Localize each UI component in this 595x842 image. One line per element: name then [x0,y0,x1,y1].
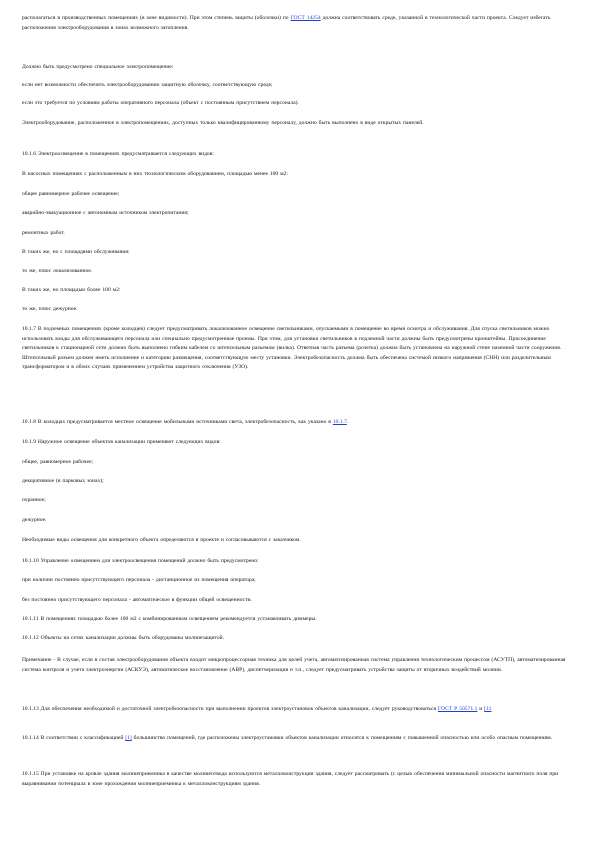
text: и [477,706,485,712]
paragraph: Должно быть предусмотрено специальное электропомещение: [22,64,174,70]
list-item: при наличии постоянно присутствующего персонала - дистанционное из помещения оператора; [22,577,256,583]
gost-14254-link[interactable]: ГОСТ 14254 [290,15,321,21]
list-item: общее, равномерное рабочее; [22,459,93,465]
paragraph: В таких же, но с площадями обслуживания: [22,249,130,255]
paragraph: В насосных помещениях с расположенным в них технологическим оборудованием, площадью менее 100 м2: [22,171,289,177]
section-10-1-12: 10.1.12 Объекты на сетях канализации должны быть оборудованы молниезащитой. [22,635,225,641]
text: . [346,419,349,425]
section-heading-10-1-6: 10.1.6 Электроосвещение в помещениях предусматривается следующих видов: [22,151,214,157]
gost-r-50571-link[interactable]: ГОСТ Р 50571.1 [437,706,478,712]
text: 10.1.8 В колодцах предусматривается местное освещение мобильными источниками света, электробезопасность, как указано в [22,419,333,425]
note-paragraph: Примечание - В случае, если в состав электрооборудования объекта входит микропроцессорная техника для целей учета, автоматизированная система управления технологическим процессом (АСУТП), автоматизированная система контроля и учета электроэнергии (АСКУЭ), автоматическое восстановление (АВР), диспетчеризация и т.п., следует предусматривать устройства защиты от вторичных воздействий молнии. [22,657,566,673]
ref-10-1-7-link[interactable]: 10.1.7 [332,419,347,425]
paragraph: Электрооборудование, расположенное в электропомещениях, доступных только квалифицированному персоналу, должно быть выполнено в виде открытых панелей. [22,120,424,126]
paragraph: Необходимые виды освещения для конкретного объекта определяются в проекте и согласовываются с заказчиком. [22,537,301,543]
paragraph: то же, плюс локализованное. [22,268,93,274]
list-item: декоративное (в парковых зонах); [22,478,104,484]
list-item: дежурное. [22,517,47,523]
paragraph-intro [22,14,574,33]
section-10-1-11: 10.1.11 В помещениях площадью более 100 м2 с комбинированным освещением рекомендуется устанавливать диммеры. [22,616,317,622]
section-10-1-7: 10.1.7 В подземных помещениях (кроме колодцев) следует предусматривать локализованное освещение светильниками, опускаемыми в помещение во время осмотра и обслуживания. Для спуска светильников можно использовать входы для обслуживающего персонала или специально предусмотренные проемы. При этом, для установки светильников в подземной части должны быть предусмотрены кронштейны. Присоединение светильников к стационарной сети должно быть выполнено гибким кабелем со штепсельным разъемом (вилка). Ответная часть разъема (розетка) должна быть установлена на наружной стене наземной части сооружения. Штепсельный разъем должен иметь исполнение и категорию размещения, соответствующую месту установки. Электробезопасность должна быть обеспечена системой низкого напряжения (СНН) или разделительным трансформатором и в обоих случаях применением устройства защитного отключения (УЗО). [22,326,562,371]
paragraph: если это требуется по условиям работы оперативного персонала (объект с постоянным присутствием персонала). [22,100,299,106]
paragraph: если нет возможности обеспечить электрооборудованию защитную оболочку, соответствующую среде; [22,82,273,88]
section-10-1-8 [22,418,574,428]
section-10-1-13 [22,705,574,715]
section-10-1-10: 10.1.10 Управление освещением для электроосвещения помещений должно быть предусмотрено: [22,558,259,564]
text: располагаться в производственных помещениях (в зоне видимости). При этом степень защиты (оболочки) по [22,15,291,21]
section-10-1-14 [22,734,574,744]
list-item: охранное; [22,497,46,503]
text: 10.1.13 Для обеспечения необходимой и достаточной электробезопасности при выполнении проектов электроустановок объектов канализации, следует руководствоваться [22,706,438,712]
paragraph: В таких же, но площадью более 100 м2: [22,287,121,293]
text: большинство помещений, где расположены электроустановки объектов канализации относятся к помещениям с повышенной опасностью или особо опасным помещениям. [131,735,553,741]
section-10-1-9: 10.1.9 Наружное освещение объектов канализации применяют следующих видов: [22,439,221,445]
paragraph: то же, плюс дежурное. [22,306,78,312]
text: 10.1.14 В соответствии с классификацией [22,735,126,741]
list-item: ремонтных работ. [22,230,65,236]
text: должна соответствовать среде, указанной в технологической части проекта. Следует избегать расположения электрооборудования в зонах возможного затопления. [22,15,551,31]
list-item: общее равномерное рабочее освещение; [22,191,120,197]
list-item: без постоянно присутствующего персонала - автоматическое в функции общей освещенности. [22,597,252,603]
section-10-1-15: 10.1.15 При установке на кровле здания молниеприемника в качестве молниеотвода используются металлоконструкции здания, следует рассматривать (с целью обеспечения минимальной опасности магнитного поля при выравнивании потенциала в зоне прохождения молниеприемника к металлоконструкциям здания. [22,771,559,787]
list-item: аварийно-эвакуационное с автономным источником электропитания; [22,210,189,216]
ref-11-link[interactable]: [11 [484,706,492,712]
ref-1-link[interactable]: [1] [125,735,132,741]
